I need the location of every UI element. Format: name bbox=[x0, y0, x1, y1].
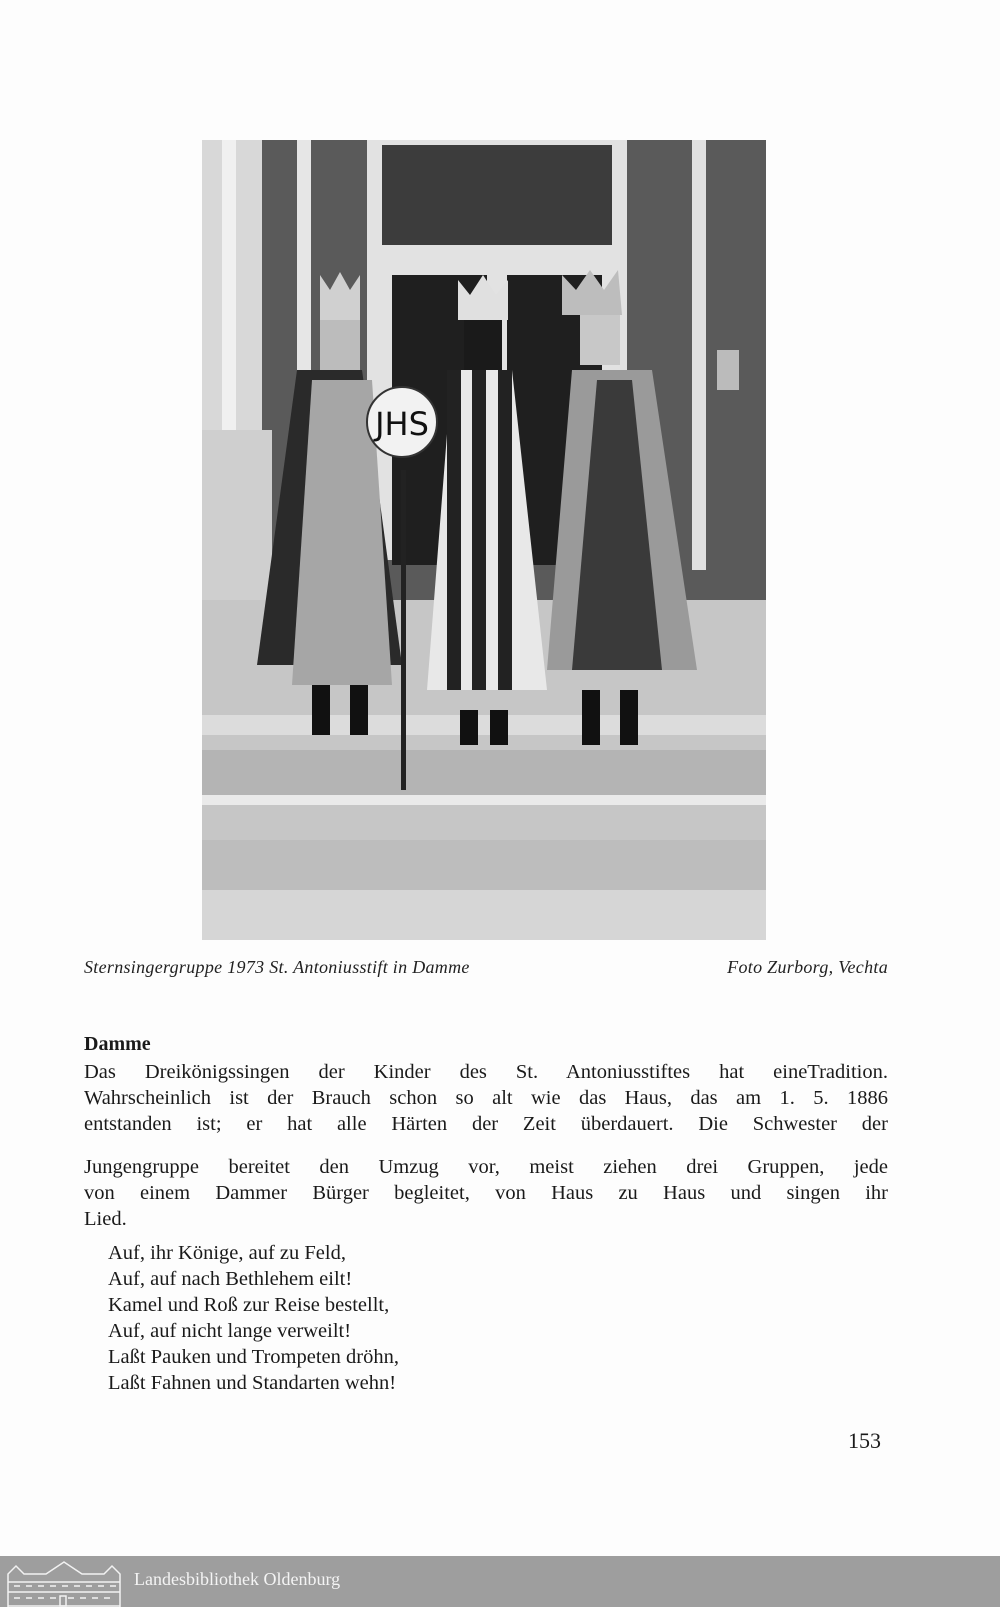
text-line: von einem Dammer Bürger begleitet, von Haus zu Haus und singen ihr bbox=[84, 1182, 888, 1204]
text-line: Wahrscheinlich ist der Brauch schon so alt wie das Haus, das am 1. 5. 1886 bbox=[84, 1087, 888, 1109]
photograph-star-singers bbox=[202, 140, 766, 940]
poem-line: Auf, auf nach Bethlehem eilt! bbox=[108, 1268, 353, 1290]
text-line: Jungengruppe bereitet den Umzug vor, meist ziehen drei Gruppen, jede bbox=[84, 1156, 888, 1178]
library-building-logo bbox=[6, 1560, 124, 1607]
photo-credit: Foto Zurborg, Vechta bbox=[727, 957, 888, 977]
poem-line: Laßt Pauken und Trompeten dröhn, bbox=[108, 1346, 399, 1368]
poem-line: Laßt Fahnen und Standarten wehn! bbox=[108, 1372, 397, 1394]
photo-caption: Sternsingergruppe 1973 St. Antoniusstift in Damme bbox=[84, 957, 470, 977]
poem bbox=[108, 1240, 399, 1396]
text-line: Das Dreikönigssingen der Kinder des St. Antoniusstiftes hat eineTradition. bbox=[84, 1061, 888, 1083]
poem-line: Auf, ihr Könige, auf zu Feld, bbox=[108, 1242, 346, 1264]
library-footer-banner bbox=[0, 1556, 1000, 1607]
section-heading: Damme bbox=[84, 1033, 151, 1055]
text-line: Lied. bbox=[84, 1208, 127, 1230]
page-number: 153 bbox=[848, 1428, 881, 1453]
paragraph-1 bbox=[84, 1059, 888, 1137]
poem-line: Auf, auf nicht lange verweilt! bbox=[108, 1320, 352, 1342]
sign-text: JHS bbox=[375, 405, 429, 443]
library-name: Landesbibliothek Oldenburg bbox=[134, 1569, 341, 1589]
text-line: entstanden ist; er hat alle Härten der Zeit überdauert. Die Schwester der bbox=[84, 1113, 888, 1135]
poem-line: Kamel und Roß zur Reise bestellt, bbox=[108, 1294, 390, 1316]
paragraph-2 bbox=[84, 1154, 888, 1232]
